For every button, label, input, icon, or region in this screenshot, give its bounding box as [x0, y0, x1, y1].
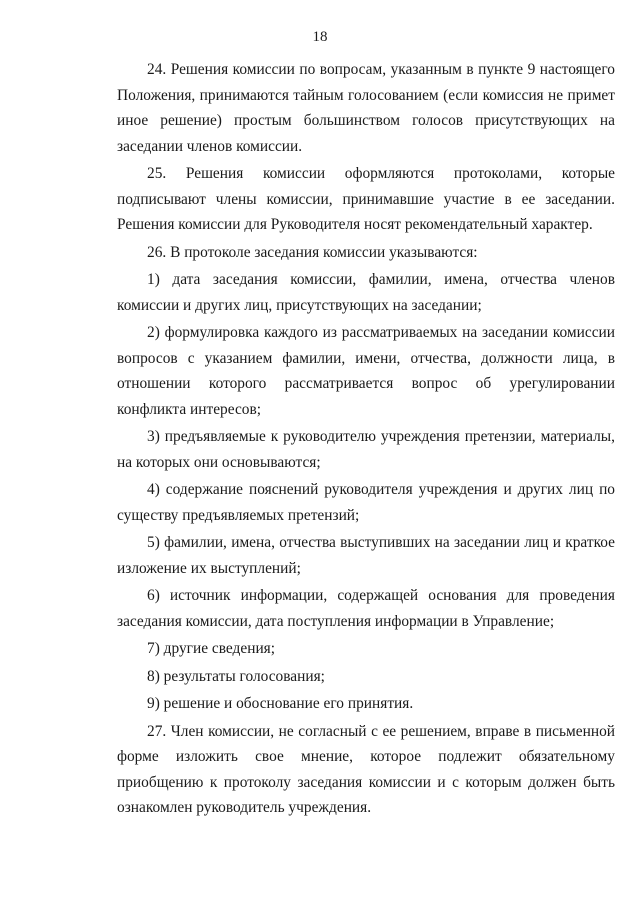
- list-item-5: 5) фамилии, имена, отчества выступивших на заседании лиц и краткое изложение их выступлений;: [117, 534, 615, 577]
- list-item-3: 3) предъявляемые к руководителю учреждения претензии, материалы, на которых они основываются;: [117, 428, 615, 471]
- paragraph-26: 26. В протоколе заседания комиссии указываются:: [147, 243, 478, 261]
- list-item-9: 9) решение и обоснование его принятия.: [147, 695, 414, 712]
- paragraph-24: 24. Решения комиссии по вопросам, указанным в пункте 9 настоящего Положения, принимаются тайным голосованием (если комиссия не примет иное решение) простым большинством голосов присутствующих на заседании членов комиссии.: [117, 61, 615, 155]
- list-item-2: 2) формулировка каждого из рассматриваемых на заседании комиссии вопросов с указанием фамилии, имени, отчества, должности лица, в отношении которого рассматривается вопрос об урегулировании конфликта интересов;: [117, 324, 615, 418]
- paragraph-27: 27. Член комиссии, не согласный с ее решением, вправе в письменной форме изложить свое мнение, которое подлежит обязательному приобщению к протоколу заседания комиссии и с которым должен быть ознакомлен руководитель учреждения.: [117, 722, 615, 816]
- list-item-1: 1) дата заседания комиссии, фамилии, имена, отчества членов комиссии и других лиц, присутствующих на заседании;: [117, 271, 615, 314]
- list-item-4: 4) содержание пояснений руководителя учреждения и других лиц по существу предъявляемых претензий;: [117, 481, 615, 524]
- list-item-8: 8) результаты голосования;: [147, 667, 325, 685]
- document-body: [117, 57, 615, 821]
- list-item-6: 6) источник информации, содержащей основания для проведения заседания комиссии, дата поступления информации в Управление;: [117, 587, 615, 630]
- list-item-7: 7) другие сведения;: [147, 640, 276, 657]
- paragraph-25: 25. Решения комиссии оформляются протоколами, которые подписывают члены комиссии, принимавшие участие в ее заседании. Решения комиссии для Руководителя носят рекомендательный характер.: [117, 165, 615, 233]
- page-number: 18: [312, 29, 328, 45]
